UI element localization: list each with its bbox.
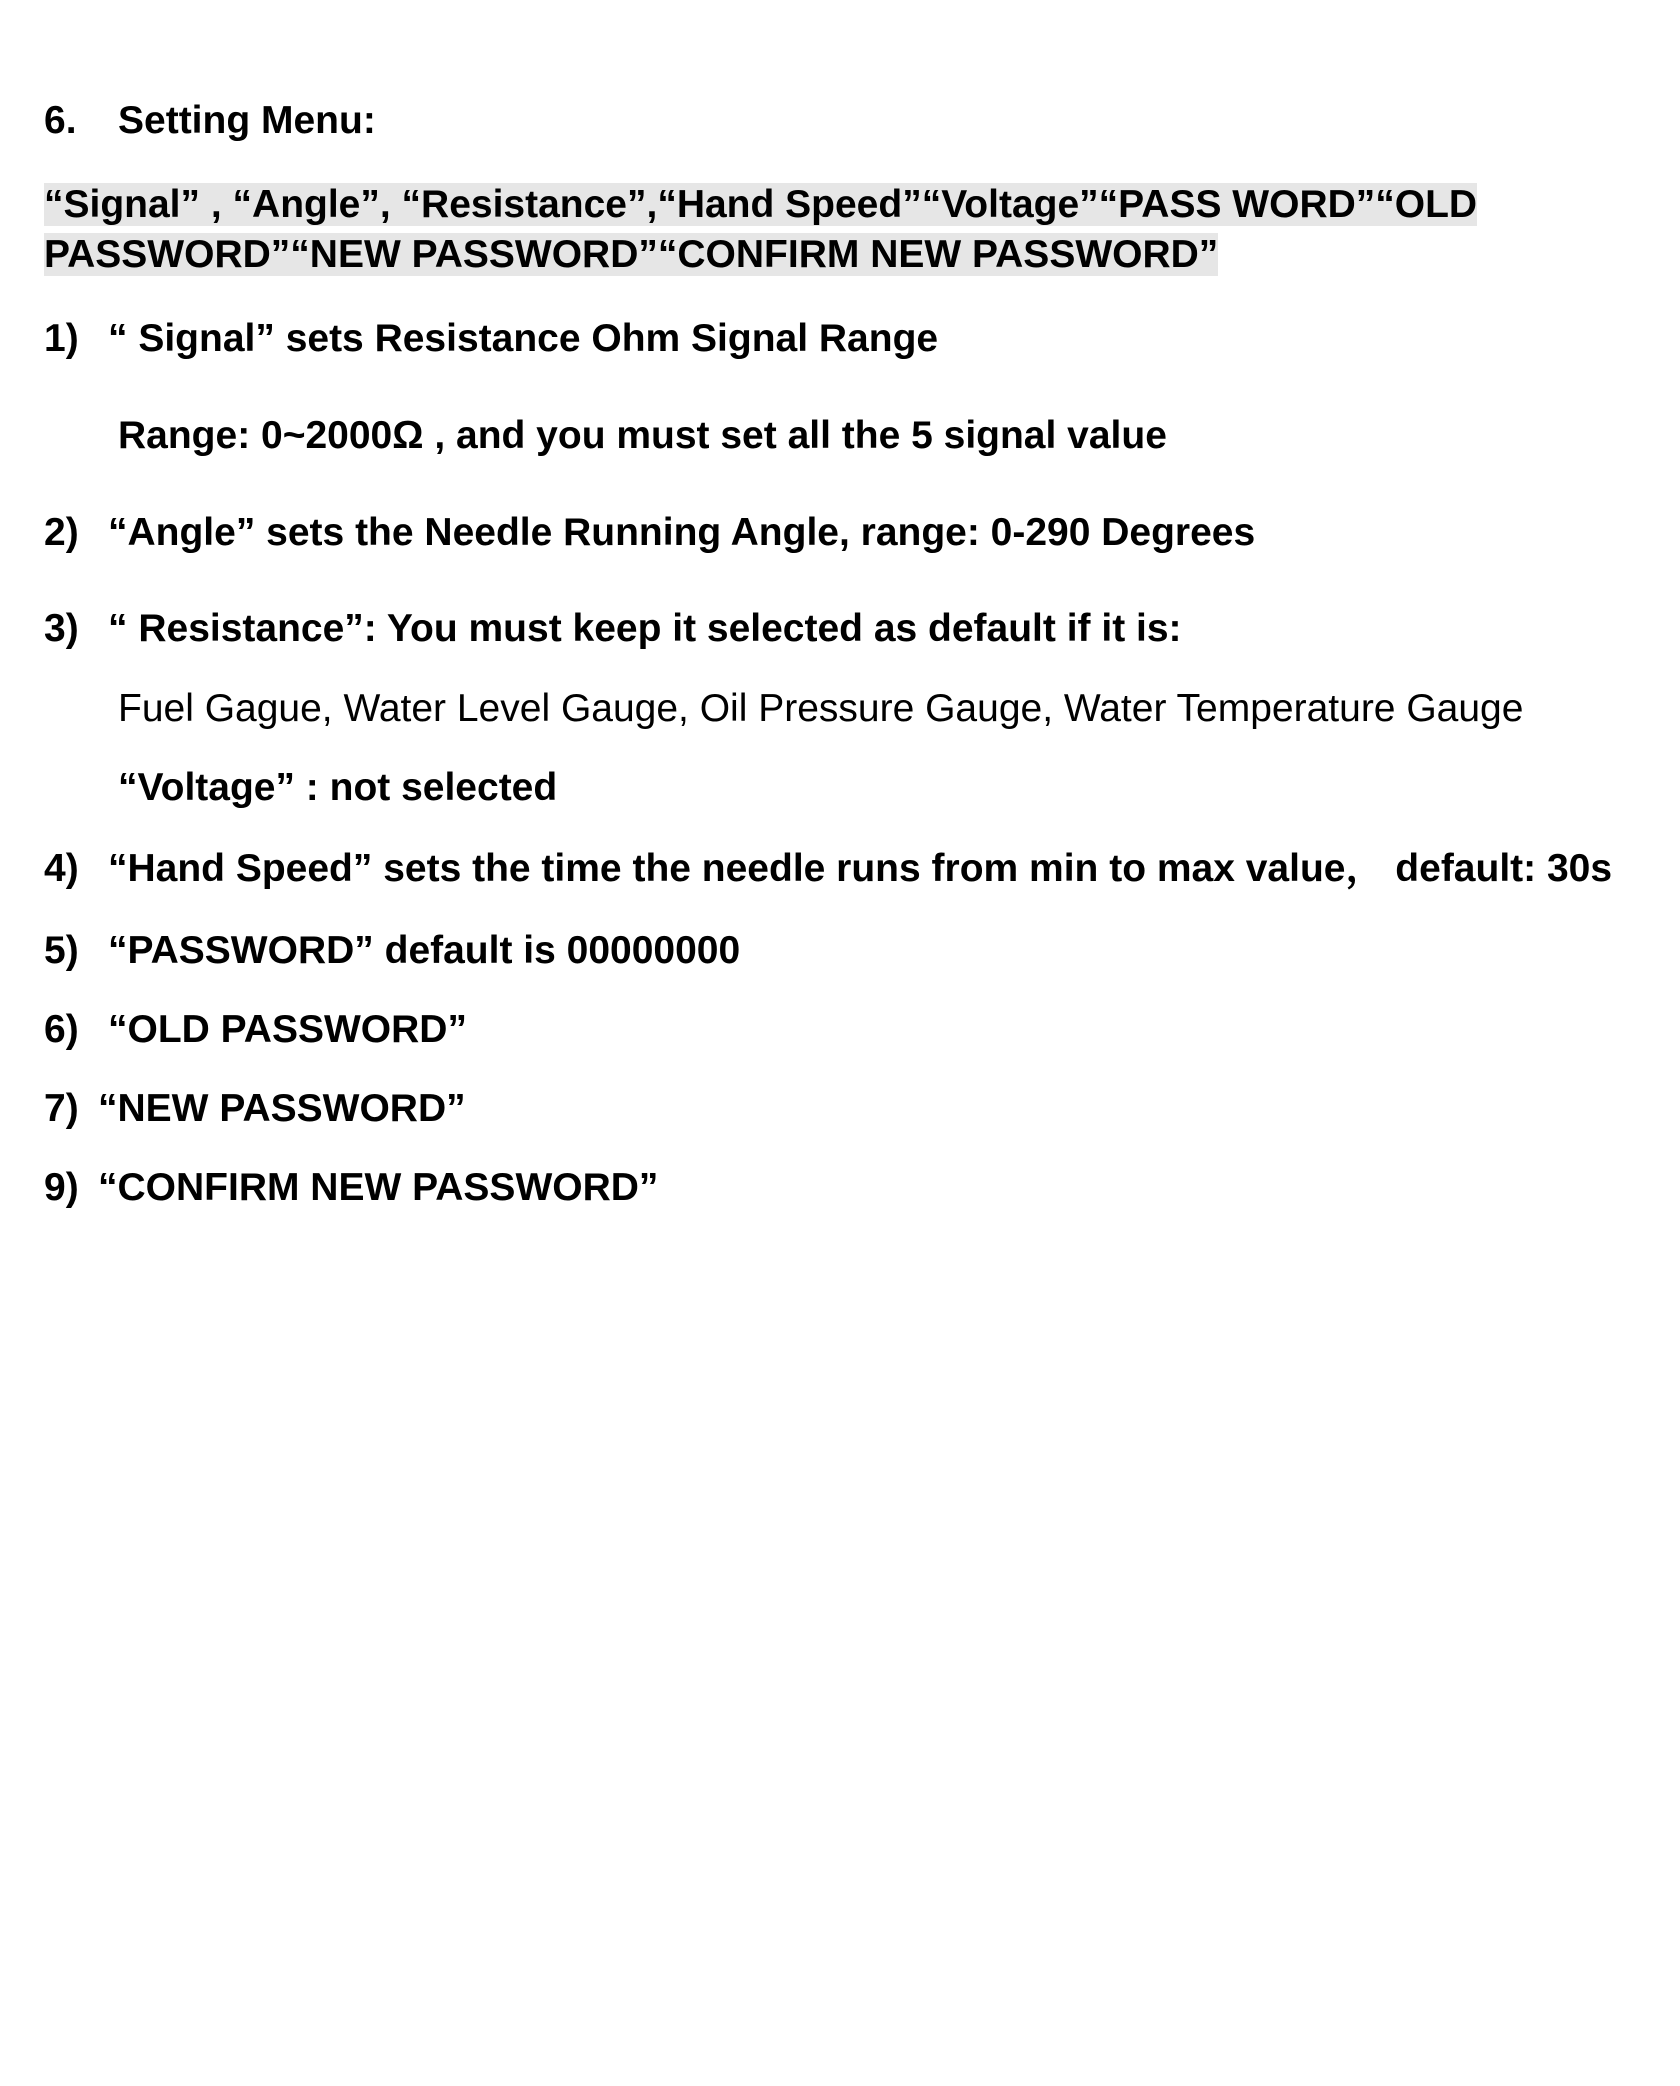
list-item-text: “OLD PASSWORD” — [108, 1008, 467, 1051]
menu-summary-line-1 — [44, 182, 1477, 228]
list-item-number: 4) — [44, 847, 79, 890]
list-item-number: 2) — [44, 511, 79, 554]
list-item-text: “NEW PASSWORD” — [98, 1087, 466, 1130]
list-item-text: “ Signal” sets Resistance Ohm Signal Range — [108, 317, 939, 360]
menu-summary-text-1: “Signal” , “Angle”, “Resistance”,“Hand Speed”“Voltage”“PASS WORD”“OLD — [44, 183, 1478, 226]
section-number: 6. — [44, 99, 77, 142]
list-item-number: 9) — [44, 1166, 79, 1209]
list-item-password — [44, 928, 740, 974]
list-item-text: “Angle” sets the Needle Running Angle, range: 0-290 Degrees — [108, 511, 1256, 554]
voltage-note: “Voltage” : not selected — [118, 766, 558, 809]
menu-summary-text-2: PASSWORD”“NEW PASSWORD”“CONFIRM NEW PASSWORD” — [44, 233, 1219, 276]
list-item-old-password — [44, 1007, 467, 1053]
list-item-text: “Hand Speed” sets the time the needle runs from min to max value， default: 30s — [108, 847, 1613, 890]
list-item-text: “CONFIRM NEW PASSWORD” — [98, 1166, 659, 1209]
gauge-list: Fuel Gague, Water Level Gauge, Oil Pressure Gauge, Water Temperature Gauge — [118, 687, 1524, 730]
list-item-new-password — [44, 1086, 466, 1132]
list-item-text: “ Resistance”: You must keep it selected as default if it is: — [108, 607, 1182, 650]
list-item-number: 3) — [44, 607, 79, 650]
list-item-hand-speed — [44, 846, 1612, 892]
list-item-number: 7) — [44, 1087, 79, 1130]
section-heading — [44, 98, 376, 144]
list-item-angle — [44, 510, 1255, 556]
signal-range-note: Range: 0~2000Ω , and you must set all the 5 signal value — [118, 414, 1167, 457]
list-item-text: “PASSWORD” default is 00000000 — [108, 929, 741, 972]
list-item-number: 6) — [44, 1008, 79, 1051]
list-item-confirm-password — [44, 1165, 658, 1211]
list-item-number: 1) — [44, 317, 79, 360]
list-item-resistance — [44, 606, 1182, 652]
section-title: Setting Menu: — [118, 99, 376, 142]
list-item-signal — [44, 316, 938, 362]
menu-summary-line-2 — [44, 232, 1218, 278]
list-item-number: 5) — [44, 929, 79, 972]
